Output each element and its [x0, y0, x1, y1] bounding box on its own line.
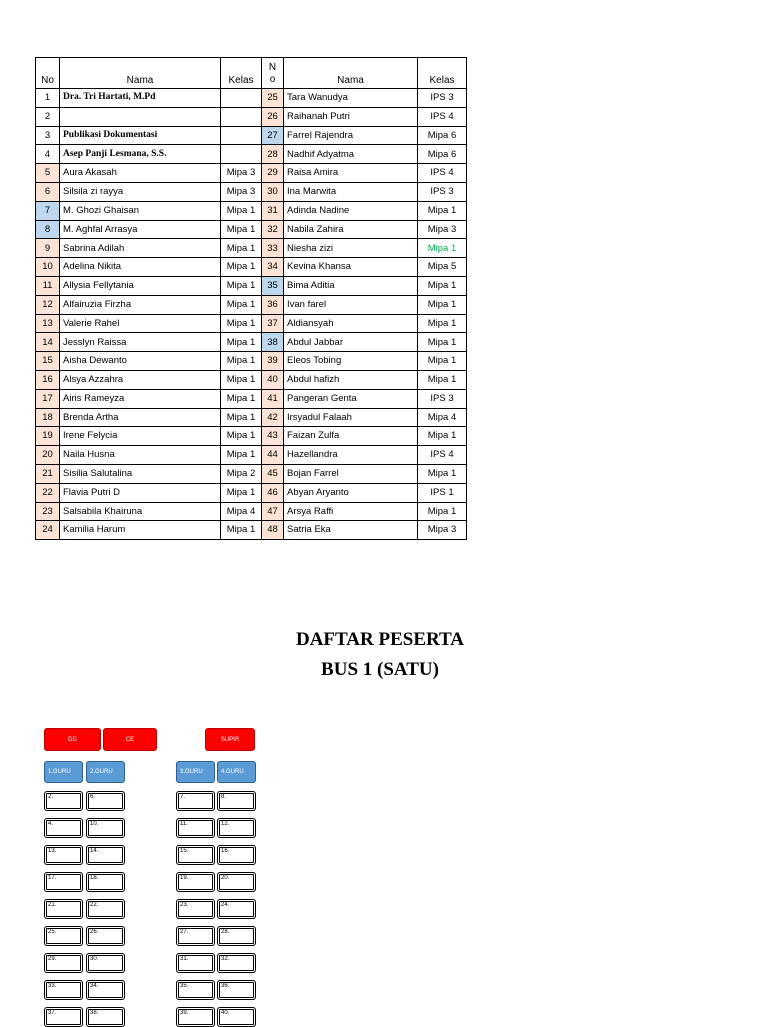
participant-class: Mipa 1	[221, 521, 262, 540]
participant-class-2: Mipa 4	[418, 408, 467, 427]
participant-name-2: Irsyadul Falaah	[284, 408, 418, 427]
row-number: 19	[36, 427, 60, 446]
row-number-2: 26	[262, 107, 284, 126]
participant-class-2: Mipa 1	[418, 502, 467, 521]
row-number: 13	[36, 314, 60, 333]
row-number-2: 38	[262, 333, 284, 352]
participant-class: Mipa 1	[221, 389, 262, 408]
participant-class-2: Mipa 1	[418, 464, 467, 483]
participant-class-2: IPS 4	[418, 446, 467, 465]
participant-name: Salsabila Khairuna	[60, 502, 221, 521]
row-number: 23	[36, 502, 60, 521]
row-number-2: 32	[262, 220, 284, 239]
row-number-2: 34	[262, 258, 284, 277]
row-number-2: 46	[262, 483, 284, 502]
participant-name: Brenda Artha	[60, 408, 221, 427]
row-number: 7	[36, 201, 60, 220]
row-number-2: 35	[262, 276, 284, 295]
table-row	[36, 126, 467, 145]
passenger-seat: 19.	[176, 872, 215, 892]
row-number: 16	[36, 370, 60, 389]
row-number: 4	[36, 145, 60, 164]
table-row	[36, 352, 467, 371]
participant-name: Aura Akasah	[60, 164, 221, 183]
participant-class: Mipa 1	[221, 352, 262, 371]
participant-name: Dra. Tri Hartati, M.Pd	[60, 89, 221, 108]
participant-class	[221, 107, 262, 126]
passenger-seat: 8.	[217, 791, 256, 811]
table-row	[36, 521, 467, 540]
participant-name-2: Farrel Rajendra	[284, 126, 418, 145]
row-number-2: 29	[262, 164, 284, 183]
passenger-seat: 26.	[86, 926, 125, 946]
row-number-2: 48	[262, 521, 284, 540]
row-number-2: 44	[262, 446, 284, 465]
table-row	[36, 220, 467, 239]
participant-name: Publikasi Dokumentasi	[60, 126, 221, 145]
row-number: 14	[36, 333, 60, 352]
passenger-seat: 14.	[86, 845, 125, 865]
driver-seat-dd: DD	[44, 728, 101, 751]
participant-name-2: Abdul Jabbar	[284, 333, 418, 352]
participant-class: Mipa 1	[221, 446, 262, 465]
participant-class-2: Mipa 1	[418, 201, 467, 220]
table-row	[36, 164, 467, 183]
row-number: 10	[36, 258, 60, 277]
passenger-seat: 29.	[44, 953, 83, 973]
participant-class-2: Mipa 5	[418, 258, 467, 277]
participant-name: Alsya Azzahra	[60, 370, 221, 389]
participant-name-2: Adinda Nadine	[284, 201, 418, 220]
participant-name-2: Pangeran Genta	[284, 389, 418, 408]
passenger-seat: 6.	[86, 791, 125, 811]
participant-name-2: Abdul hafizh	[284, 370, 418, 389]
row-number-2: 37	[262, 314, 284, 333]
participant-name-2: Nabila Zahira	[284, 220, 418, 239]
header-no: No	[36, 58, 60, 89]
page-subtitle: BUS 1 (SATU)	[321, 659, 439, 680]
participant-class: Mipa 3	[221, 164, 262, 183]
participant-class: Mipa 3	[221, 182, 262, 201]
participant-name-2: Satria Eka	[284, 521, 418, 540]
table-row	[36, 89, 467, 108]
row-number: 11	[36, 276, 60, 295]
passenger-seat: 37.	[44, 1007, 83, 1027]
guru-seat-1: 1.GURU	[44, 761, 83, 783]
row-number-2: 25	[262, 89, 284, 108]
participant-name-2: Tara Wanudya	[284, 89, 418, 108]
table-row	[36, 239, 467, 258]
table-row	[36, 258, 467, 277]
driver-seat-supir: SUPIR	[205, 728, 255, 751]
participant-name: M. Aghfal Arrasya	[60, 220, 221, 239]
participant-class	[221, 89, 262, 108]
passenger-seat: 7.	[176, 791, 215, 811]
participant-name-2: Arsya Raffi	[284, 502, 418, 521]
passenger-seat: 2.	[44, 791, 83, 811]
table-header-row	[36, 58, 467, 89]
table-row	[36, 464, 467, 483]
participant-class	[221, 126, 262, 145]
participant-name: Valerie Rahel	[60, 314, 221, 333]
participant-class-2: Mipa 1	[418, 333, 467, 352]
passenger-seat: 15.	[176, 845, 215, 865]
participant-name: Sabrina Adilah	[60, 239, 221, 258]
participant-name-2: Raihanah Putri	[284, 107, 418, 126]
header-nama-2: Nama	[284, 58, 418, 89]
passenger-seat: 35.	[176, 980, 215, 1000]
table-row	[36, 408, 467, 427]
row-number-2: 41	[262, 389, 284, 408]
table-row	[36, 182, 467, 201]
participant-name: Flavia Putri D	[60, 483, 221, 502]
participant-name	[60, 107, 221, 126]
participant-name: Naila Husna	[60, 446, 221, 465]
participant-class-2: Mipa 1	[418, 370, 467, 389]
row-number: 12	[36, 295, 60, 314]
participant-class-2: Mipa 1	[418, 276, 467, 295]
row-number-2: 27	[262, 126, 284, 145]
participant-name: Asep Panji Lesmana, S.S.	[60, 145, 221, 164]
row-number: 24	[36, 521, 60, 540]
passenger-seat: 23.	[176, 899, 215, 919]
passenger-seat: 34.	[86, 980, 125, 1000]
row-number: 21	[36, 464, 60, 483]
row-number: 8	[36, 220, 60, 239]
participant-name-2: Hazellandra	[284, 446, 418, 465]
row-number-2: 31	[262, 201, 284, 220]
participant-name: Adelina Nikita	[60, 258, 221, 277]
participant-class: Mipa 1	[221, 295, 262, 314]
passenger-seat: 11.	[176, 818, 215, 838]
participant-class: Mipa 1	[221, 220, 262, 239]
table-row	[36, 107, 467, 126]
participant-name-2: Kevina Khansa	[284, 258, 418, 277]
passenger-seat: 16.	[217, 845, 256, 865]
passenger-seat: 20.	[217, 872, 256, 892]
row-number: 5	[36, 164, 60, 183]
passenger-seat: 25.	[44, 926, 83, 946]
row-number: 20	[36, 446, 60, 465]
participant-name-2: Nadhif Adyatma	[284, 145, 418, 164]
passenger-seat: 21.	[44, 899, 83, 919]
participant-class-2: IPS 4	[418, 107, 467, 126]
participant-name-2: Ina Marwita	[284, 182, 418, 201]
participant-name-2: Faizan Zulfa	[284, 427, 418, 446]
passenger-seat: 28.	[217, 926, 256, 946]
participant-class-2: Mipa 1	[418, 352, 467, 371]
passenger-seat: 38.	[86, 1007, 125, 1027]
table-row	[36, 483, 467, 502]
participant-name-2: Bima Aditia	[284, 276, 418, 295]
participant-class: Mipa 1	[221, 258, 262, 277]
guru-seat-3: 3.GURU	[176, 761, 215, 783]
participant-class: Mipa 1	[221, 483, 262, 502]
passenger-seat: 4.	[44, 818, 83, 838]
participant-class: Mipa 4	[221, 502, 262, 521]
guru-seat-2: 2.GURU	[86, 761, 125, 783]
passenger-seat: 32.	[217, 953, 256, 973]
row-number-2: 30	[262, 182, 284, 201]
page-title: DAFTAR PESERTA	[295, 629, 465, 650]
table-row	[36, 502, 467, 521]
participant-class: Mipa 1	[221, 408, 262, 427]
participant-name-2: Aldiansyah	[284, 314, 418, 333]
table-row	[36, 427, 467, 446]
table-row	[36, 446, 467, 465]
participant-name: Aisha Dewanto	[60, 352, 221, 371]
row-number-2: 42	[262, 408, 284, 427]
participant-name: Kamilia Harum	[60, 521, 221, 540]
participant-class-2: Mipa 6	[418, 145, 467, 164]
passenger-seat: 13.	[44, 845, 83, 865]
participant-class-2: Mipa 3	[418, 220, 467, 239]
participant-name-2: Ivan farel	[284, 295, 418, 314]
participant-class: Mipa 1	[221, 370, 262, 389]
row-number-2: 36	[262, 295, 284, 314]
participant-name: Airis Rameyza	[60, 389, 221, 408]
participant-name: Irene Felycia	[60, 427, 221, 446]
passenger-seat: 24.	[217, 899, 256, 919]
guru-seat-4: 4.GURU	[217, 761, 256, 783]
passenger-seat: 17.	[44, 872, 83, 892]
participant-class: Mipa 1	[221, 314, 262, 333]
participant-class: Mipa 1	[221, 427, 262, 446]
row-number-2: 45	[262, 464, 284, 483]
participant-class-2: Mipa 3	[418, 521, 467, 540]
participant-class-2: IPS 3	[418, 89, 467, 108]
row-number: 18	[36, 408, 60, 427]
passenger-seat: 18.	[86, 872, 125, 892]
table-row	[36, 201, 467, 220]
row-number-2: 39	[262, 352, 284, 371]
participant-class-2: IPS 1	[418, 483, 467, 502]
header-no-2-bottom: o	[269, 74, 276, 85]
table-row	[36, 314, 467, 333]
participant-class-2: Mipa 6	[418, 126, 467, 145]
passenger-seat: 31.	[176, 953, 215, 973]
participant-class-2: IPS 4	[418, 164, 467, 183]
row-number: 6	[36, 182, 60, 201]
participant-name-2: Bojan Farrel	[284, 464, 418, 483]
participant-class: Mipa 1	[221, 239, 262, 258]
participant-class: Mipa 1	[221, 201, 262, 220]
participant-class-2: Mipa 1	[418, 427, 467, 446]
participant-class-2: IPS 3	[418, 182, 467, 201]
passenger-seat: 10.	[86, 818, 125, 838]
table-row	[36, 389, 467, 408]
row-number: 15	[36, 352, 60, 371]
participant-name: M. Ghozi Ghaisan	[60, 201, 221, 220]
header-kelas: Kelas	[221, 58, 262, 89]
header-no-2	[262, 58, 284, 89]
participant-class-2: Mipa 1	[418, 295, 467, 314]
table-row	[36, 370, 467, 389]
participant-table	[35, 57, 467, 540]
passenger-seat: 40.	[217, 1007, 256, 1027]
participant-class-2: IPS 3	[418, 389, 467, 408]
participant-name-2: Abyan Aryanto	[284, 483, 418, 502]
participant-class-2: Mipa 1	[418, 314, 467, 333]
row-number: 9	[36, 239, 60, 258]
row-number-2: 33	[262, 239, 284, 258]
table-row	[36, 333, 467, 352]
driver-seat-ce: CE	[103, 728, 157, 751]
row-number: 22	[36, 483, 60, 502]
table-row	[36, 145, 467, 164]
passenger-seat: 22.	[86, 899, 125, 919]
participant-name: Alfairuzia Firzha	[60, 295, 221, 314]
passenger-seat: 33.	[44, 980, 83, 1000]
row-number: 1	[36, 89, 60, 108]
participant-class: Mipa 1	[221, 333, 262, 352]
participant-class: Mipa 2	[221, 464, 262, 483]
participant-name: Jesslyn Raissa	[60, 333, 221, 352]
participant-name-2: Raisa Amira	[284, 164, 418, 183]
participant-class	[221, 145, 262, 164]
participant-name: Sisilia Salutalina	[60, 464, 221, 483]
participant-class-2: Mipa 1	[418, 239, 467, 258]
passenger-seat: 27.	[176, 926, 215, 946]
header-no-2-top: N	[268, 62, 277, 73]
table-row	[36, 295, 467, 314]
passenger-seat: 39.	[176, 1007, 215, 1027]
participant-name: Allysia Fellytania	[60, 276, 221, 295]
row-number-2: 47	[262, 502, 284, 521]
row-number: 2	[36, 107, 60, 126]
participant-name-2: Eleos Tobing	[284, 352, 418, 371]
participant-class: Mipa 1	[221, 276, 262, 295]
passenger-seat: 36.	[217, 980, 256, 1000]
row-number-2: 40	[262, 370, 284, 389]
passenger-seat: 12.	[217, 818, 256, 838]
row-number: 3	[36, 126, 60, 145]
row-number: 17	[36, 389, 60, 408]
participant-name: Silsila zi rayya	[60, 182, 221, 201]
header-nama: Nama	[60, 58, 221, 89]
passenger-seat: 30.	[86, 953, 125, 973]
participant-name-2: Niesha zizi	[284, 239, 418, 258]
row-number-2: 43	[262, 427, 284, 446]
row-number-2: 28	[262, 145, 284, 164]
table-row	[36, 276, 467, 295]
header-kelas-2: Kelas	[418, 58, 467, 89]
